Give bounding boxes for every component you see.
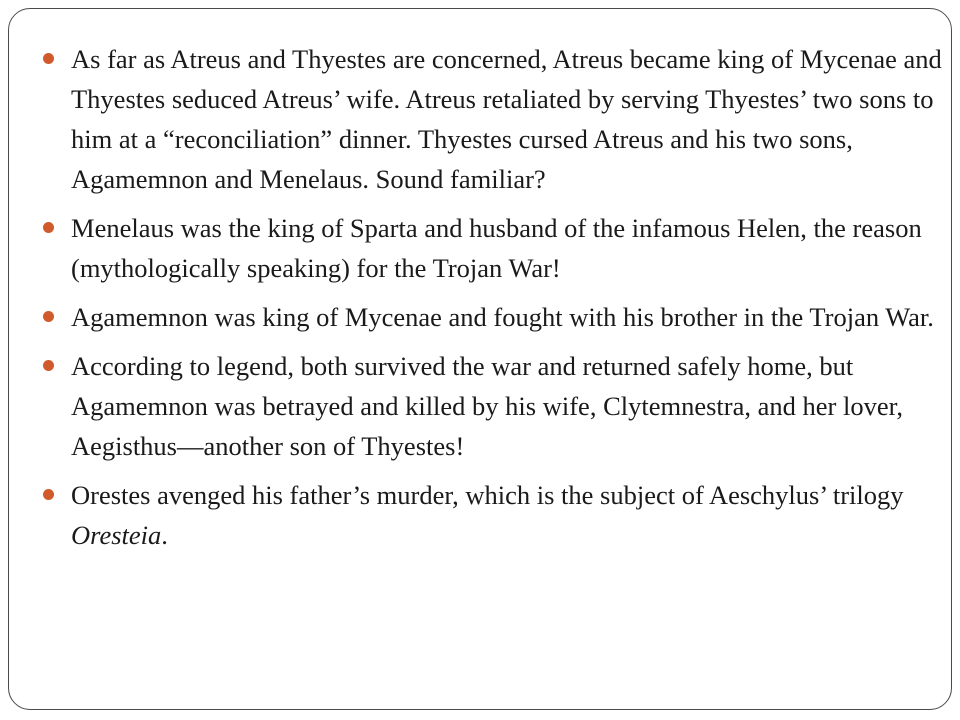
bullet-item-menelaus [43,208,943,288]
bullet-item-agamemnon [43,297,943,337]
bullet-dot-icon [43,311,54,322]
bullet-item-atreus-thyestes [43,39,943,199]
bullet-dot-icon [43,489,54,500]
bullet-text: Menelaus was the king of Sparta and husband of the infamous Helen, the reason (mythologically speaking) for the Trojan War! [71,213,922,283]
slide-frame [8,8,952,710]
bullet-text: As far as Atreus and Thyestes are concerned, Atreus became king of Mycenae and Thyestes seduced Atreus’ wife. Atreus retaliated by serving Thyestes’ two sons to him at a “reconciliation” dinner. Thyestes cursed Atreus and his two sons, Agamemnon and Menelaus. Sound familiar? [71,44,942,194]
bullet-text-after: . [161,520,168,550]
bullet-dot-icon [43,222,54,233]
bullet-item-orestes [43,475,943,555]
bullet-text: According to legend, both survived the war and returned safely home, but Agamemnon was betrayed and killed by his wife, Clytemnestra, and her lover, Aegisthus—another son of Thyestes! [71,351,903,461]
bullet-text: Agamemnon was king of Mycenae and fought with his brother in the Trojan War. [71,302,934,332]
bullet-dot-icon [43,360,54,371]
bullet-item-legend [43,346,943,466]
bullet-dot-icon [43,53,54,64]
bullet-text-before: Orestes avenged his father’s murder, which is the subject of Aeschylus’ trilogy [71,480,904,510]
bullet-list [43,39,943,564]
bullet-text-title-italic: Oresteia [71,520,162,550]
